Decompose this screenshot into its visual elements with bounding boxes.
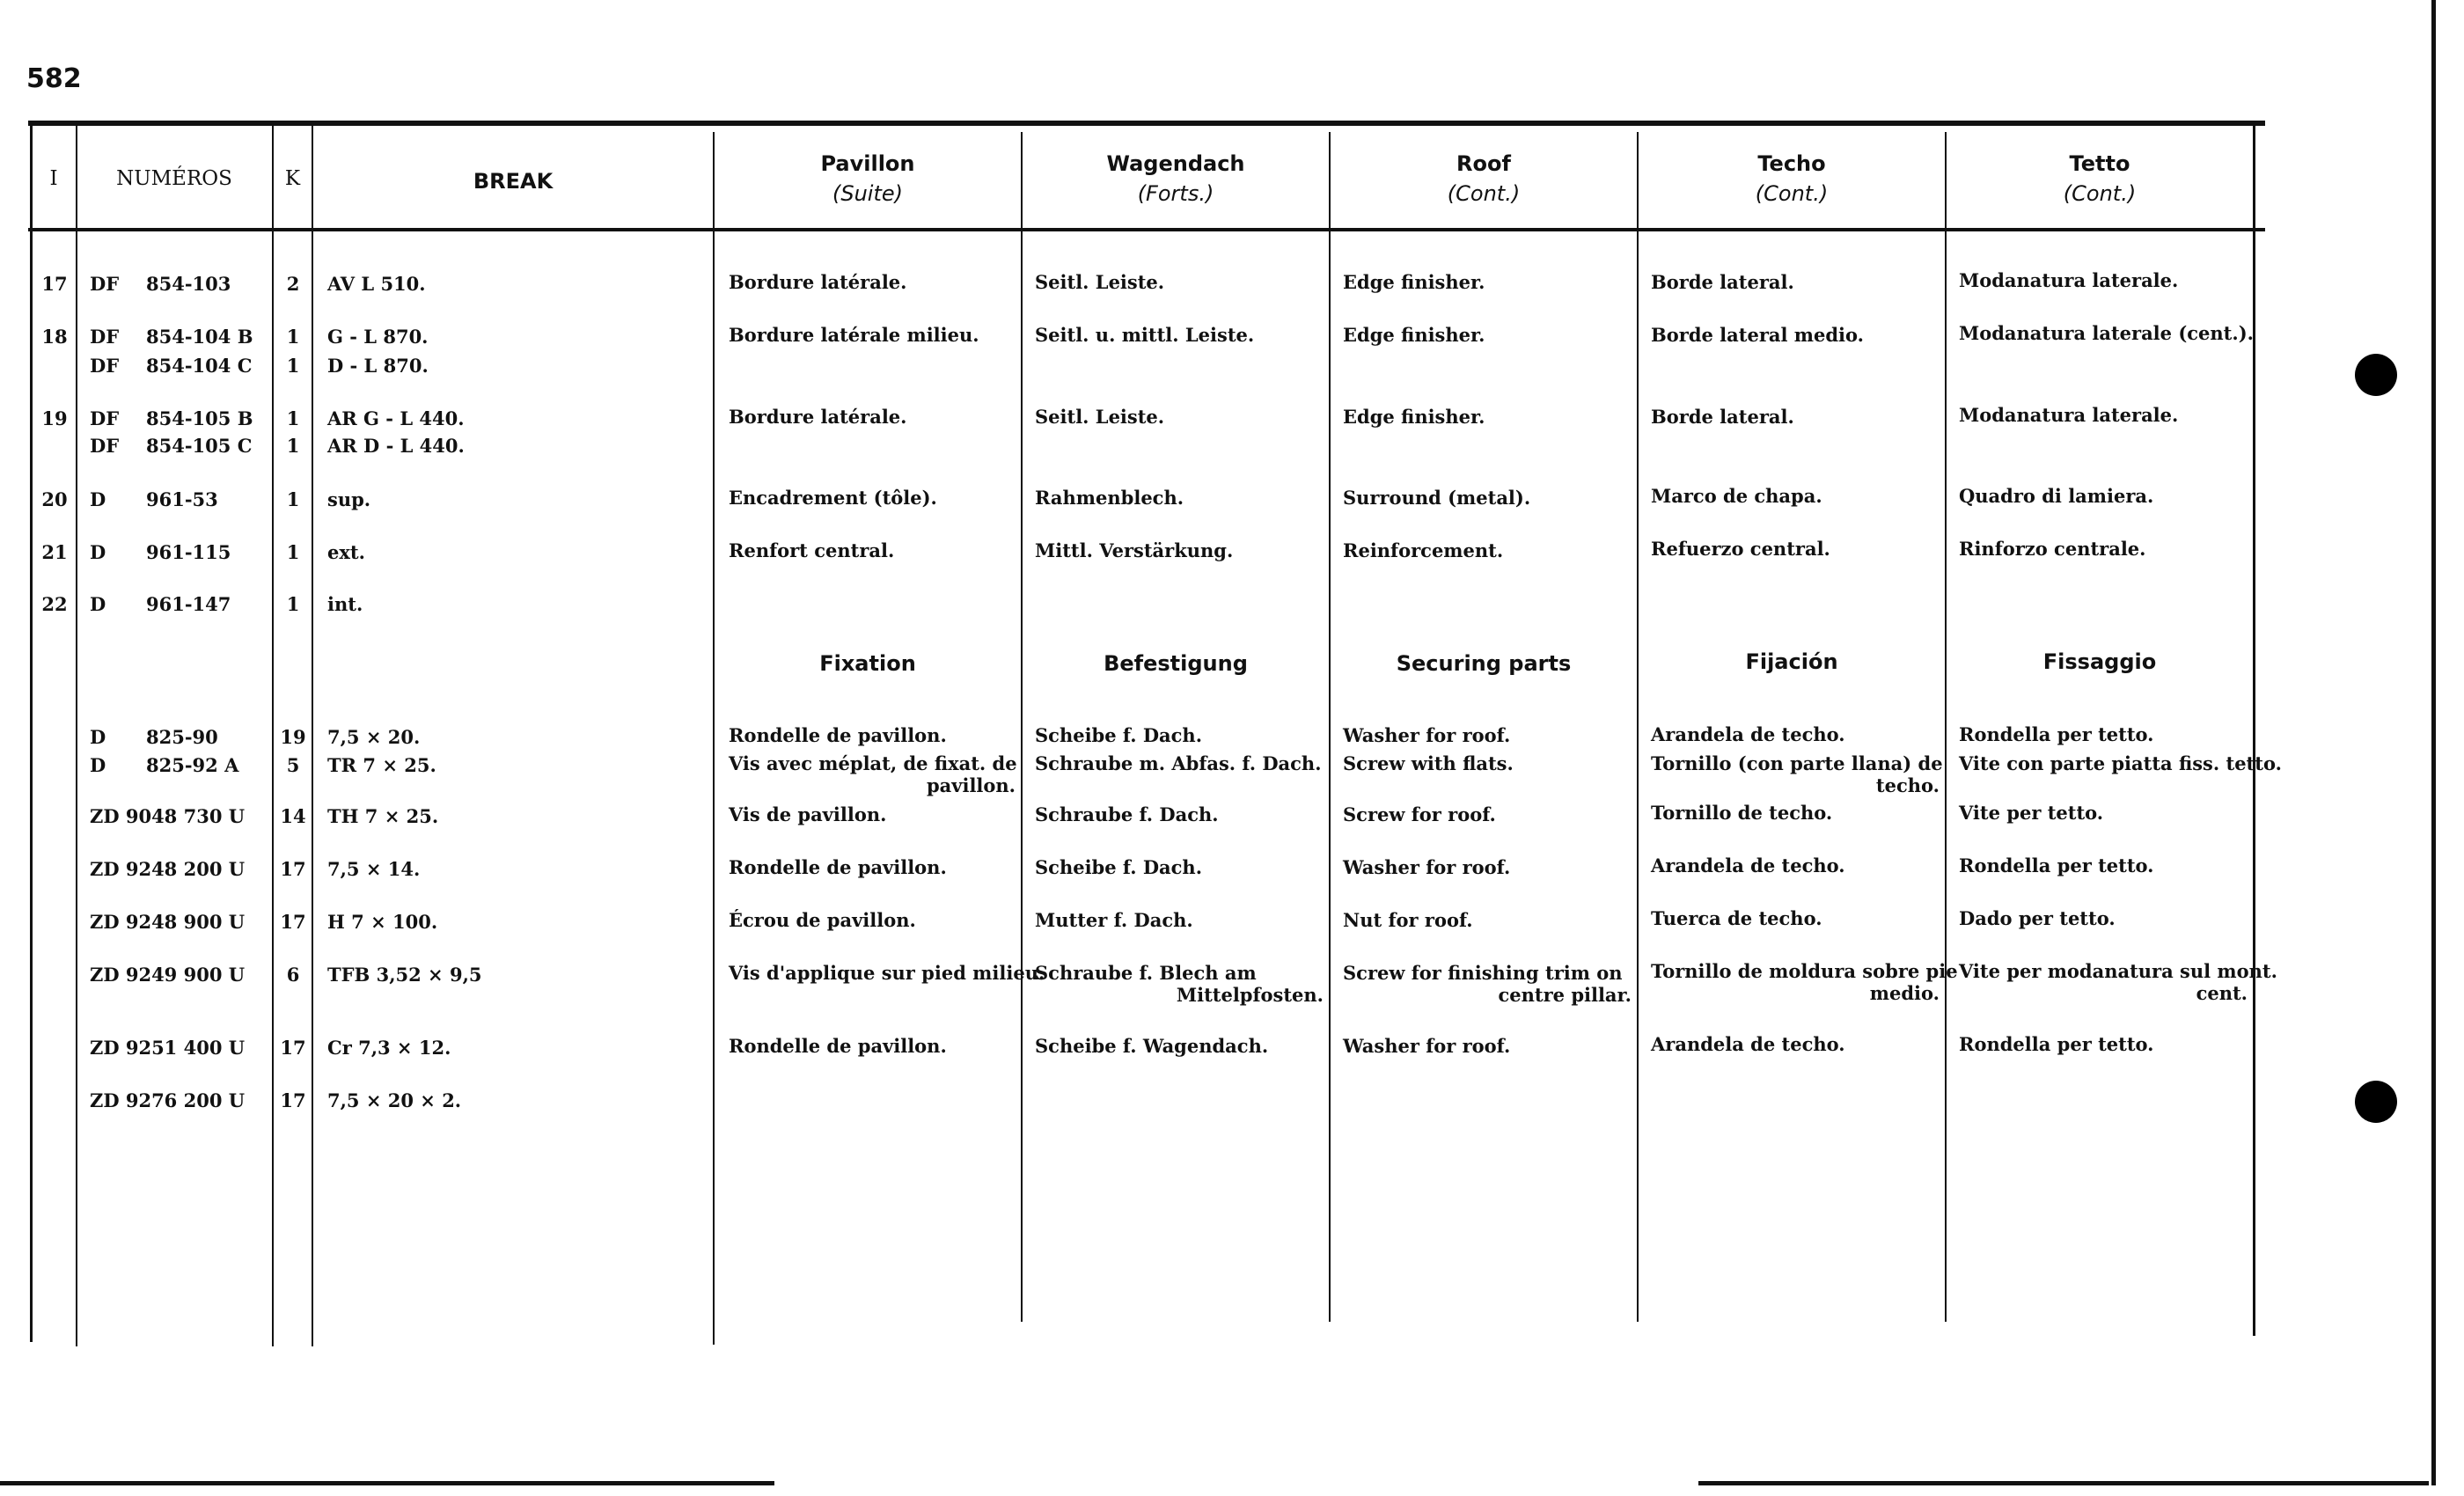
header-en-sub: (Cont.) [1447, 181, 1521, 206]
desc-es-line1: Tornillo (con parte llana) de [1651, 752, 1943, 774]
desc-fr: Rondelle de pavillon. [729, 856, 947, 878]
desc-es-line2: medio. [1869, 982, 1940, 1004]
desc-it-line1: Vite per modanatura sul mont. [1959, 960, 2277, 982]
header-de [1023, 151, 1329, 206]
desc-en-line2: centre pillar. [1498, 984, 1632, 1006]
header-es [1639, 151, 1945, 206]
part-prefix: DF [90, 355, 120, 377]
desc-de: Mutter f. Dach. [1035, 909, 1193, 931]
desc-es: Refuerzo central. [1651, 538, 1830, 560]
desc-it: Rondella per tetto. [1959, 1033, 2154, 1055]
desc-fr: Bordure latérale. [729, 406, 907, 428]
desc-es: Arandela de techo. [1651, 1033, 1845, 1055]
bottom-rule-left [0, 1481, 774, 1485]
desc-it: Rondella per tetto. [1959, 854, 2154, 876]
col-line-right [2253, 123, 2255, 1336]
row-index: 19 [41, 407, 68, 429]
desc-it: Quadro di lamiera. [1959, 485, 2154, 507]
desc-it: Modanatura laterale (cent.). [1959, 322, 2254, 344]
break-spec: AV L 510. [327, 273, 426, 295]
desc-it: Dado per tetto. [1959, 907, 2116, 929]
col-line-k [312, 123, 313, 1346]
desc-en: Edge finisher. [1343, 324, 1485, 346]
desc-fr: Vis d'applique sur pied milieu. [729, 962, 1045, 984]
desc-de: Schraube f. Dach. [1035, 803, 1219, 825]
part-number: 854-105 B [146, 407, 253, 429]
desc-it: Modanatura laterale. [1959, 404, 2179, 426]
part-prefix: ZD 9276 200 U [90, 1089, 246, 1111]
break-spec: 7,5 × 20. [327, 726, 421, 748]
col-line-numeros [272, 123, 274, 1346]
desc-de-line2: Mittelpfosten. [1176, 984, 1324, 1006]
desc-de: Rahmenblech. [1035, 487, 1184, 509]
col-line-fr [1021, 132, 1023, 1322]
header-it-sub: (Cont.) [2063, 181, 2137, 206]
desc-en [1343, 962, 1632, 1006]
desc-es-line1: Tornillo de moldura sobre pie [1651, 960, 1958, 982]
quantity: 17 [280, 858, 306, 880]
page-number: 582 [26, 63, 82, 94]
part-number: 854-103 [146, 273, 231, 295]
top-border [28, 121, 2265, 126]
desc-fr-line1: Vis avec méplat, de fixat. de [729, 752, 1017, 774]
desc-it: Rondella per tetto. [1959, 723, 2154, 745]
break-spec: sup. [327, 488, 371, 510]
header-en-title: Roof [1456, 151, 1511, 176]
desc-de: Scheibe f. Wagendach. [1035, 1035, 1269, 1057]
row-index: 21 [41, 541, 68, 563]
desc-en: Washer for roof. [1343, 724, 1511, 746]
desc-en-line1: Screw for finishing trim on [1343, 962, 1623, 984]
desc-it-line2: cent. [2196, 982, 2248, 1004]
desc-es [1651, 960, 1958, 1004]
quantity: 1 [286, 407, 300, 429]
bottom-rule-right [1698, 1481, 2429, 1485]
break-spec: H 7 × 100. [327, 911, 438, 933]
header-fr [715, 151, 1021, 206]
header-fr-title: Pavillon [820, 151, 915, 176]
right-edge-line [2431, 0, 2436, 1485]
punch-hole-bottom [2355, 1081, 2397, 1123]
part-prefix: DF [90, 326, 120, 348]
desc-de: Mittl. Verstärkung. [1035, 539, 1234, 561]
desc-en: Reinforcement. [1343, 539, 1504, 561]
desc-fr: Vis de pavillon. [729, 803, 887, 825]
desc-es: Borde lateral. [1651, 271, 1794, 293]
part-prefix: DF [90, 407, 120, 429]
header-k: K [284, 167, 301, 190]
col-line-de [1329, 132, 1331, 1322]
desc-en: Surround (metal). [1343, 487, 1531, 509]
part-prefix: D [90, 726, 106, 748]
desc-es: Arandela de techo. [1651, 854, 1845, 876]
part-prefix: D [90, 754, 106, 776]
header-numeros: NUMÉROS [116, 167, 232, 190]
desc-de [1035, 962, 1324, 1006]
break-spec: Cr 7,3 × 12. [327, 1037, 451, 1059]
break-spec: TFB 3,52 × 9,5 [327, 964, 482, 986]
section-heading-en: Securing parts [1396, 651, 1572, 676]
part-prefix: ZD 9248 200 U [90, 858, 246, 880]
header-break: BREAK [473, 169, 554, 194]
desc-en: Screw with flats. [1343, 752, 1514, 774]
part-prefix: ZD 9251 400 U [90, 1037, 246, 1059]
part-prefix: D [90, 488, 106, 510]
desc-it [1959, 960, 2277, 1004]
desc-de: Schraube m. Abfas. f. Dach. [1035, 752, 1322, 774]
break-spec: ext. [327, 541, 365, 563]
quantity: 17 [280, 1089, 306, 1111]
desc-es: Borde lateral medio. [1651, 324, 1864, 346]
header-es-title: Techo [1757, 151, 1826, 176]
desc-en: Screw for roof. [1343, 803, 1496, 825]
section-heading-fr: Fixation [819, 651, 916, 676]
desc-fr: Écrou de pavillon. [729, 909, 916, 931]
desc-de: Seitl. Leiste. [1035, 406, 1165, 428]
desc-it: Rinforzo centrale. [1959, 538, 2146, 560]
punch-hole-top [2355, 354, 2397, 396]
desc-en: Edge finisher. [1343, 271, 1485, 293]
desc-fr: Rondelle de pavillon. [729, 1035, 947, 1057]
quantity: 14 [280, 805, 306, 827]
desc-en: Nut for roof. [1343, 909, 1473, 931]
header-de-sub: (Forts.) [1137, 181, 1214, 206]
desc-en: Washer for roof. [1343, 856, 1511, 878]
break-spec: AR D - L 440. [327, 435, 465, 457]
part-number: 854-104 B [146, 326, 253, 348]
part-number: 854-105 C [146, 435, 253, 457]
desc-es: Arandela de techo. [1651, 723, 1845, 745]
quantity: 1 [286, 435, 300, 457]
part-number: 961-147 [146, 593, 231, 615]
desc-es-line2: techo. [1875, 774, 1940, 796]
quantity: 1 [286, 355, 300, 377]
break-spec: int. [327, 593, 363, 615]
section-heading-de: Befestigung [1104, 651, 1248, 676]
part-prefix: ZD 9249 900 U [90, 964, 246, 986]
col-line-break [713, 132, 715, 1345]
desc-de: Seitl. Leiste. [1035, 271, 1165, 293]
part-prefix: ZD 9248 900 U [90, 911, 246, 933]
break-spec: G - L 870. [327, 326, 429, 348]
desc-fr [729, 752, 1016, 796]
desc-de: Seitl. u. mittl. Leiste. [1035, 324, 1255, 346]
quantity: 1 [286, 541, 300, 563]
desc-it: Modanatura laterale. [1959, 269, 2179, 291]
part-prefix: D [90, 593, 106, 615]
part-number: 825-92 A [146, 754, 239, 776]
quantity: 6 [286, 964, 300, 986]
part-number: 854-104 C [146, 355, 253, 377]
header-es-sub: (Cont.) [1755, 181, 1829, 206]
col-line-es [1945, 132, 1947, 1322]
row-index: 20 [41, 488, 68, 510]
quantity: 5 [286, 754, 300, 776]
desc-fr: Renfort central. [729, 539, 895, 561]
desc-it: Vite per tetto. [1959, 802, 2104, 824]
part-prefix: D [90, 541, 106, 563]
desc-it: Vite con parte piatta fiss. tetto. [1959, 752, 2282, 774]
header-divider [28, 228, 2265, 231]
quantity: 19 [280, 726, 306, 748]
part-number: 961-115 [146, 541, 231, 563]
quantity: 1 [286, 326, 300, 348]
header-en [1331, 151, 1637, 206]
header-index: I [49, 167, 58, 190]
section-heading-es: Fijación [1745, 649, 1838, 674]
part-number: 961-53 [146, 488, 218, 510]
part-prefix: DF [90, 273, 120, 295]
break-spec: D - L 870. [327, 355, 429, 377]
desc-en: Edge finisher. [1343, 406, 1485, 428]
desc-fr: Rondelle de pavillon. [729, 724, 947, 746]
header-de-title: Wagendach [1106, 151, 1245, 176]
header-it-title: Tetto [2069, 151, 2130, 176]
quantity: 2 [286, 273, 300, 295]
quantity: 17 [280, 1037, 306, 1059]
desc-es [1651, 752, 1943, 796]
break-spec: TH 7 × 25. [327, 805, 439, 827]
section-heading-it: Fissaggio [2042, 649, 2157, 674]
break-spec: TR 7 × 25. [327, 754, 436, 776]
part-prefix: ZD 9048 730 U [90, 805, 246, 827]
desc-es: Borde lateral. [1651, 406, 1794, 428]
desc-es: Tuerca de techo. [1651, 907, 1822, 929]
desc-es: Tornillo de techo. [1651, 802, 1833, 824]
desc-en: Washer for roof. [1343, 1035, 1511, 1057]
row-index: 17 [41, 273, 68, 295]
col-line-en [1637, 132, 1639, 1322]
row-index: 22 [41, 593, 68, 615]
col-line-i [76, 123, 77, 1346]
quantity: 1 [286, 593, 300, 615]
quantity: 1 [286, 488, 300, 510]
header-fr-sub: (Suite) [832, 181, 903, 206]
desc-de: Scheibe f. Dach. [1035, 724, 1203, 746]
row-index: 18 [41, 326, 68, 348]
desc-fr: Encadrement (tôle). [729, 487, 937, 509]
quantity: 17 [280, 911, 306, 933]
desc-es: Marco de chapa. [1651, 485, 1822, 507]
desc-de: Scheibe f. Dach. [1035, 856, 1203, 878]
part-number: 825-90 [146, 726, 218, 748]
desc-fr-line2: pavillon. [926, 774, 1016, 796]
col-line-left [30, 123, 33, 1342]
break-spec: 7,5 × 14. [327, 858, 421, 880]
desc-fr: Bordure latérale milieu. [729, 324, 979, 346]
desc-fr: Bordure latérale. [729, 271, 907, 293]
break-spec: 7,5 × 20 × 2. [327, 1089, 462, 1111]
desc-de-line1: Schraube f. Blech am [1035, 962, 1257, 984]
part-prefix: DF [90, 435, 120, 457]
break-spec: AR G - L 440. [327, 407, 465, 429]
header-it [1947, 151, 2253, 206]
